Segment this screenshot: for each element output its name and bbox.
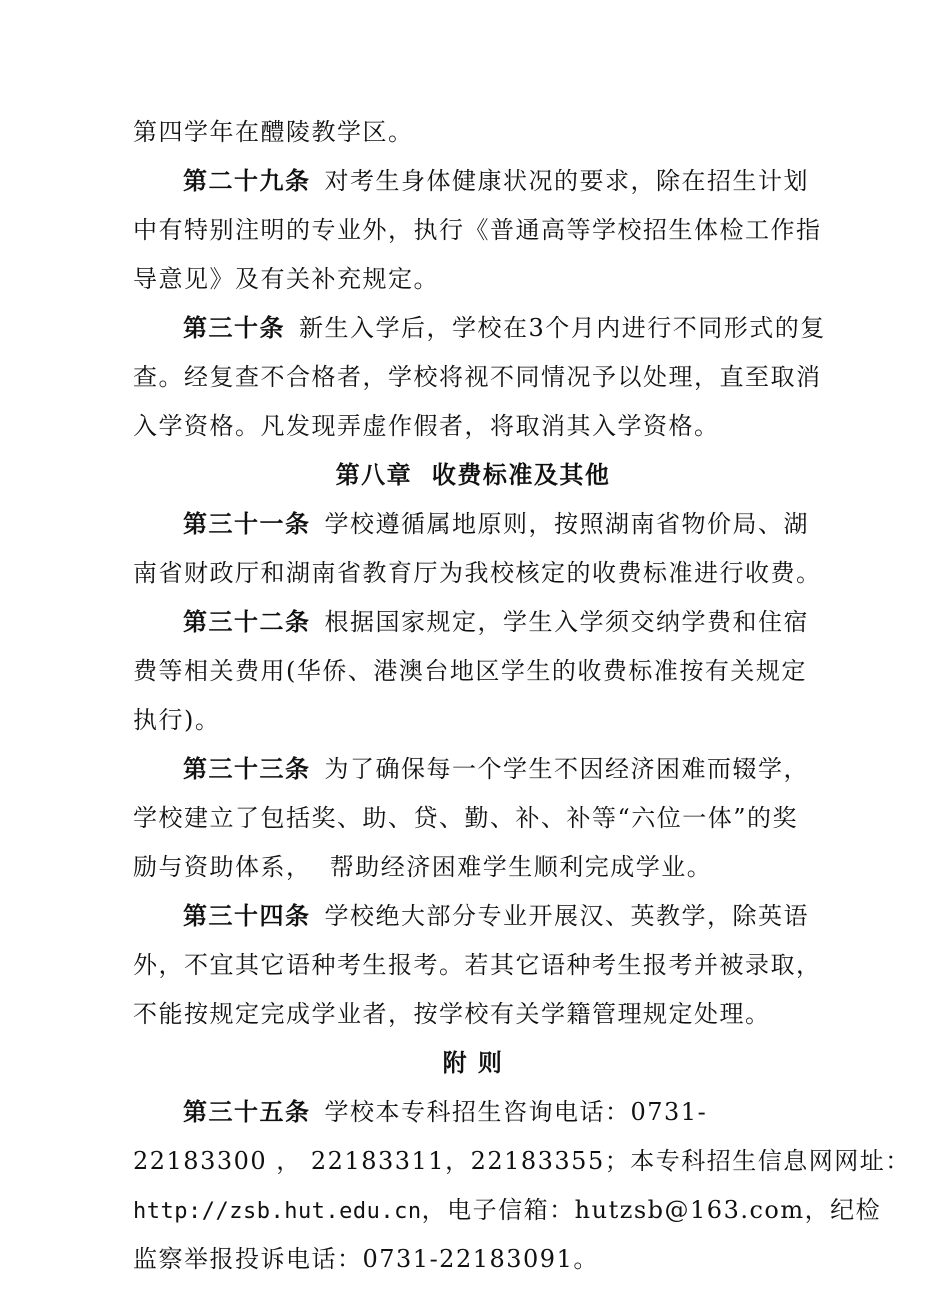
article-32-label: 第三十二条 [183, 608, 311, 636]
article-34-text-1: 学校绝大部分专业开展汉、英教学，除英语 [324, 902, 809, 930]
article-35-text-1: 学校本专科招生咨询电话：0731- [324, 1098, 708, 1126]
article-35-text-3: ，电子信箱：hutzsb@163.com，纪检 [421, 1196, 882, 1224]
article-35-label: 第三十五条 [183, 1098, 311, 1126]
article-35-line-3 [133, 1186, 882, 1235]
article-33-line-2: 学校建立了包括奖、助、贷、勤、补、补等“六位一体”的奖 [133, 804, 799, 832]
article-30-line-2: 查。经复查不合格者，学校将视不同情况予以处理，直至取消 [133, 363, 822, 391]
article-32 [133, 598, 813, 745]
article-29-line-2: 中有特别注明的专业外，执行《普通高等学校招生体检工作指 [133, 216, 822, 244]
article-35-line-2: 22183300 ， 22183311，22183355；本专科招生信息网网址： [133, 1147, 911, 1175]
document-page [133, 108, 911, 1284]
article-32-line-2: 费等相关费用(华侨、港澳台地区学生的收费标准按有关规定 [133, 657, 807, 685]
article-31-line-1 [133, 500, 813, 549]
article-30-line-1 [133, 304, 826, 353]
article-35 [133, 1088, 911, 1284]
article-32-line-1 [133, 598, 813, 647]
article-29 [133, 157, 822, 304]
article-33 [133, 745, 813, 892]
article-30-text-1: 新生入学后，学校在3个月内进行不同形式的复 [299, 314, 826, 342]
article-33-line-1 [133, 745, 813, 794]
article-31-line-2: 南省财政厅和湖南省教育厅为我校核定的收费标准进行收费。 [133, 559, 822, 587]
article-30-label: 第三十条 [183, 314, 285, 342]
article-29-line-1 [133, 157, 813, 206]
article-33-line-3: 励与资助体系， 帮助经济困难学生顺利完成学业。 [133, 853, 713, 881]
article-34-label: 第三十四条 [183, 902, 311, 930]
article-31 [133, 500, 822, 598]
admissions-website-link[interactable]: http://zsb.hut.edu.cn [133, 1199, 422, 1224]
article-29-line-3: 导意见》及有关补充规定。 [133, 265, 439, 293]
continuation-line: 第四学年在醴陵教学区。 [133, 118, 414, 146]
article-34-line-3: 不能按规定完成学业者，按学校有关学籍管理规定处理。 [133, 1000, 771, 1028]
article-33-label: 第三十三条 [183, 755, 311, 783]
article-29-label: 第二十九条 [183, 167, 311, 195]
article-29-text-1: 对考生身体健康状况的要求，除在招生计划 [324, 167, 809, 195]
article-30-line-3: 入学资格。凡发现弄虚作假者，将取消其入学资格。 [133, 412, 720, 440]
chapter-8-heading: 第八章 收费标准及其他 [335, 461, 611, 489]
article-35-line-4: 监察举报投诉电话：0731-22183091。 [133, 1245, 599, 1273]
article-35-line-1 [133, 1088, 813, 1137]
article-32-line-3: 执行)。 [133, 706, 221, 734]
article-34 [133, 892, 822, 1039]
article-34-line-2: 外，不宜其它语种考生报考。若其它语种考生报考并被录取， [133, 951, 822, 979]
article-32-text-1: 根据国家规定，学生入学须交纳学费和住宿 [324, 608, 809, 636]
appendix-heading: 附 则 [442, 1049, 504, 1077]
article-30 [133, 304, 826, 451]
article-33-text-1: 为了确保每一个学生不因经济困难而辍学， [324, 755, 809, 783]
article-34-line-1 [133, 892, 813, 941]
article-31-label: 第三十一条 [183, 510, 311, 538]
article-31-text-1: 学校遵循属地原则，按照湖南省物价局、湖 [324, 510, 809, 538]
